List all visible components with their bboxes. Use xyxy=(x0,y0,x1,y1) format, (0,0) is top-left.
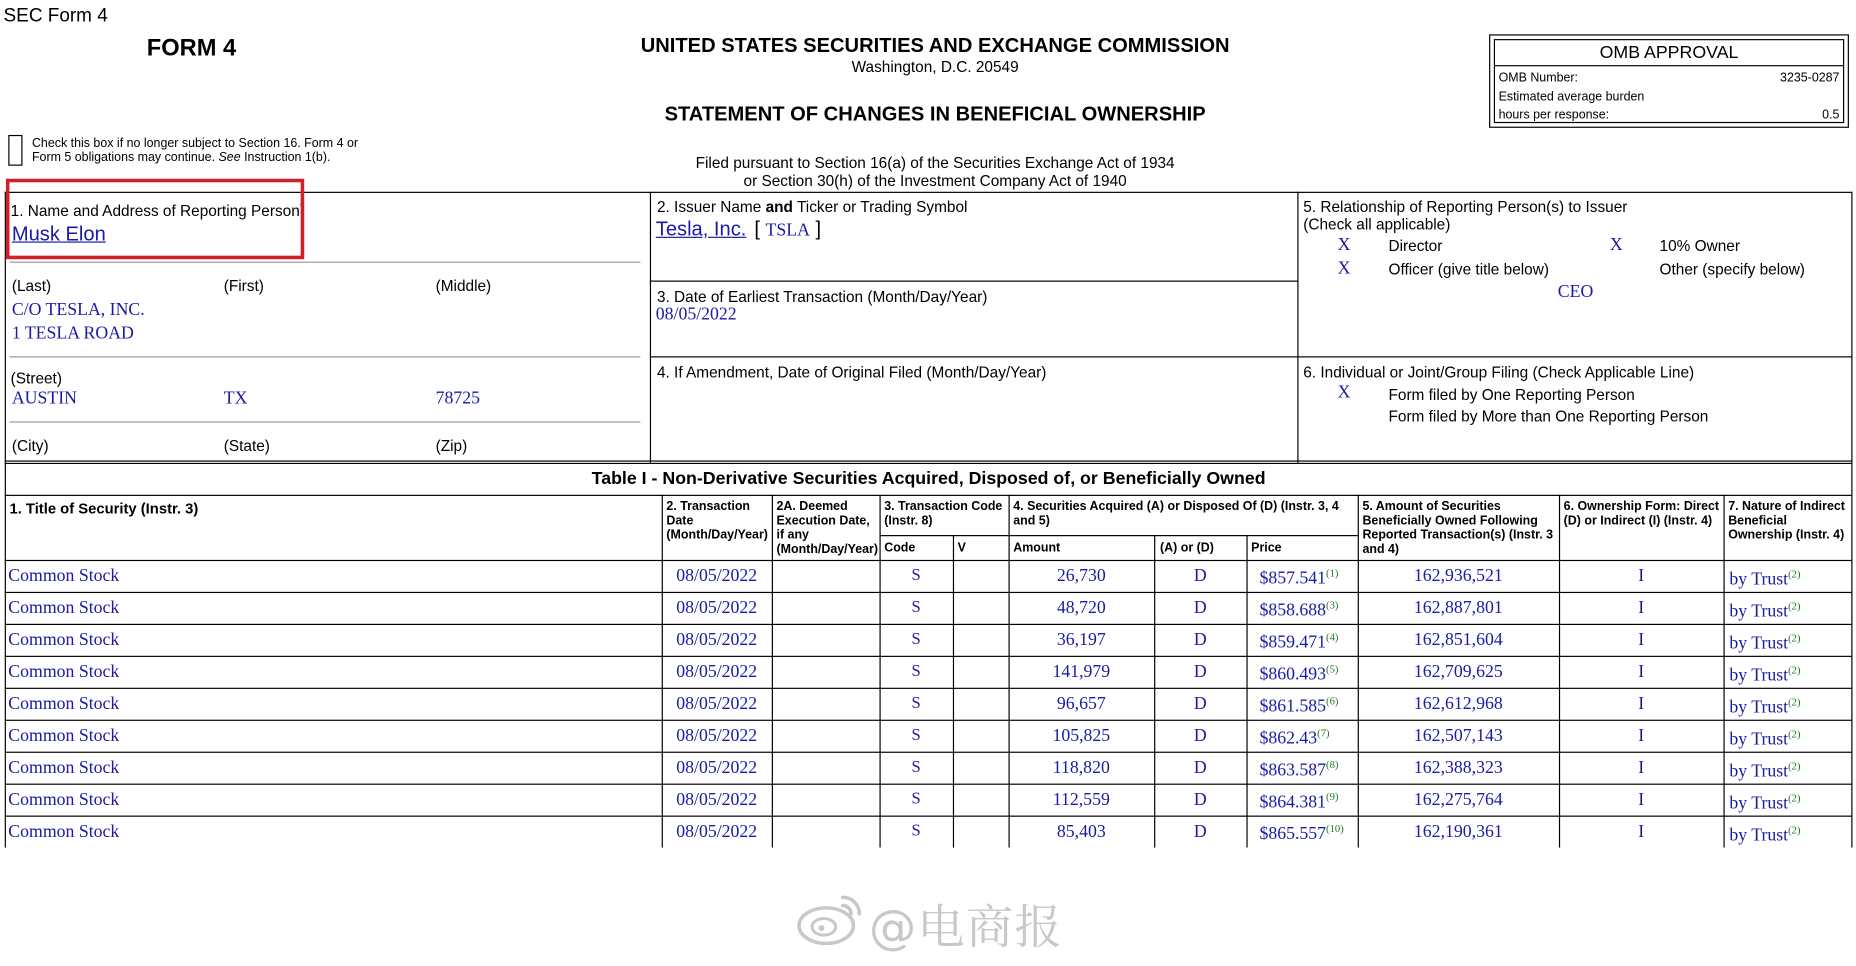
grid-right-border xyxy=(1851,192,1852,463)
cell-title: Common Stock xyxy=(8,630,120,650)
price-footnote-link[interactable]: (9) xyxy=(1326,790,1339,803)
cell-owned: 162,709,625 xyxy=(1413,662,1503,682)
section2-label xyxy=(657,198,967,216)
col3-code-header: Code xyxy=(884,540,916,556)
first-label: (First) xyxy=(223,276,264,295)
last-label: (Last) xyxy=(11,276,52,295)
city-value: AUSTIN xyxy=(11,389,77,409)
cell-amount: 105,825 xyxy=(1052,726,1111,746)
checkbox-text-b: Instruction 1(b). xyxy=(244,150,331,165)
col6-header: 6. Ownership Form: Direct (D) or Indirect (I) (Instr. 4) xyxy=(1563,499,1720,528)
omb-hours-value: 0.5 xyxy=(1822,107,1840,122)
price-footnote-link[interactable]: (7) xyxy=(1317,726,1330,739)
cell-title: Common Stock xyxy=(8,758,120,778)
one-person-mark[interactable]: X xyxy=(1337,383,1351,403)
nature-value: by Trust xyxy=(1729,730,1789,750)
section2-label-a: 2. Issuer Name xyxy=(656,197,762,216)
cell-owned: 162,936,521 xyxy=(1413,566,1503,586)
table-row xyxy=(0,817,1856,849)
price-value: $858.688 xyxy=(1259,601,1327,621)
col4-price-header: Price xyxy=(1251,540,1282,556)
nature-footnote-link[interactable]: (2) xyxy=(1788,727,1801,740)
ten-pct-owner-mark[interactable]: X xyxy=(1609,235,1623,255)
cell-nature xyxy=(1729,792,1800,814)
section16-checkbox-label xyxy=(32,136,358,164)
state-value: TX xyxy=(223,389,248,409)
price-footnote-link[interactable]: (3) xyxy=(1326,598,1339,611)
cell-date: 08/05/2022 xyxy=(676,566,758,586)
grid-col-divider-1 xyxy=(650,192,651,463)
cell-date: 08/05/2022 xyxy=(676,726,758,746)
middle-label: (Middle) xyxy=(435,276,492,295)
section5-label-line2: (Check all applicable) xyxy=(1303,215,1451,234)
cell-ad: D xyxy=(1193,790,1207,810)
cell-form: I xyxy=(1638,822,1645,842)
section1-underline-city xyxy=(9,421,640,422)
cell-amount: 118,820 xyxy=(1052,758,1110,778)
form-label: SEC Form 4 xyxy=(3,5,108,27)
cell-owned: 162,388,323 xyxy=(1413,758,1503,778)
nature-footnote-link[interactable]: (2) xyxy=(1788,568,1801,581)
cell-price xyxy=(1259,791,1338,813)
col2-header: 2. Transaction Date (Month/Day/Year) xyxy=(666,499,768,543)
table-row xyxy=(0,689,1856,721)
address-line2: 1 TESLA ROAD xyxy=(11,324,134,344)
section1-label-text: 1. Name and Address of Reporting Person xyxy=(10,201,300,220)
cell-date: 08/05/2022 xyxy=(676,822,758,842)
nature-value: by Trust xyxy=(1729,666,1789,686)
section3-label: 3. Date of Earliest Transaction (Month/Day/Year) xyxy=(656,287,988,306)
officer-mark[interactable]: X xyxy=(1337,259,1351,279)
price-footnote-link[interactable]: (5) xyxy=(1326,662,1339,675)
ten-pct-owner-label: 10% Owner xyxy=(1659,236,1740,255)
section1-underline-street xyxy=(9,356,640,357)
cell-owned: 162,275,764 xyxy=(1413,790,1503,810)
price-footnote-link[interactable]: (1) xyxy=(1326,566,1339,579)
cell-title: Common Stock xyxy=(8,822,120,842)
cell-ad: D xyxy=(1193,566,1207,586)
director-mark[interactable]: X xyxy=(1337,235,1351,255)
issuer-line xyxy=(656,218,821,242)
bracket-close: ] xyxy=(815,217,822,241)
cell-nature xyxy=(1729,760,1800,782)
cell-price xyxy=(1259,823,1343,845)
omb-burden-label: Estimated average burden xyxy=(1498,89,1645,105)
subheader-line-amount xyxy=(1009,535,1358,536)
cell-amount: 85,403 xyxy=(1056,822,1106,842)
nature-value: by Trust xyxy=(1729,602,1789,622)
grid-row-divider-2-3 xyxy=(650,281,1299,282)
table-row xyxy=(0,753,1856,785)
cell-form: I xyxy=(1638,662,1645,682)
cell-date: 08/05/2022 xyxy=(676,790,758,810)
cell-ad: D xyxy=(1193,598,1207,618)
price-value: $862.43 xyxy=(1259,729,1318,749)
cell-title: Common Stock xyxy=(8,662,120,682)
cell-code: S xyxy=(911,630,921,649)
city-label: (City) xyxy=(11,436,49,455)
filed-line2: or Section 30(h) of the Investment Company Act of 1940 xyxy=(743,171,1127,190)
price-footnote-link[interactable]: (4) xyxy=(1326,630,1339,643)
cell-form: I xyxy=(1638,598,1645,618)
cell-title: Common Stock xyxy=(8,790,120,810)
officer-title: CEO xyxy=(1557,282,1594,302)
nature-footnote-link[interactable]: (2) xyxy=(1788,791,1801,804)
cell-code: S xyxy=(911,598,921,617)
subheader-line-code xyxy=(879,535,1008,536)
price-value: $865.557 xyxy=(1259,825,1327,844)
cell-ad: D xyxy=(1193,726,1207,746)
col3-header: 3. Transaction Code (Instr. 8) xyxy=(884,499,1003,528)
section5-label-line1: 5. Relationship of Reporting Person(s) to Issuer xyxy=(1303,197,1628,216)
one-person-label: Form filed by One Reporting Person xyxy=(1388,385,1635,404)
nature-value: by Trust xyxy=(1729,826,1789,846)
section1-underline-name xyxy=(9,262,640,263)
cell-code: S xyxy=(911,790,921,809)
cell-ad: D xyxy=(1193,822,1207,842)
col3-v-header: V xyxy=(957,540,966,556)
statement-title: STATEMENT OF CHANGES IN BENEFICIAL OWNERSHIP xyxy=(664,102,1206,126)
state-label: (State) xyxy=(223,436,270,455)
nature-value: by Trust xyxy=(1729,762,1789,782)
col4-ad-header: (A) or (D) xyxy=(1160,540,1214,556)
cell-form: I xyxy=(1638,758,1645,778)
cell-ad: D xyxy=(1193,630,1207,650)
cell-price xyxy=(1259,631,1338,653)
section5-label xyxy=(1303,198,1627,234)
zip-value: 78725 xyxy=(435,389,480,409)
col4-header: 4. Securities Acquired (A) or Disposed Of (D) (Instr. 3, 4 and 5) xyxy=(1013,499,1339,528)
omb-number-value: 3235-0287 xyxy=(1780,71,1840,86)
section16-checkbox[interactable] xyxy=(8,135,22,166)
cell-price xyxy=(1259,727,1329,749)
checkbox-text-line1: Check this box if no longer subject to Section 16. Form 4 or xyxy=(31,136,359,151)
bracket-open: [ xyxy=(754,217,760,241)
section4-label: 4. If Amendment, Date of Original Filed (Month/Day/Year) xyxy=(656,363,1047,382)
cell-amount: 112,559 xyxy=(1052,790,1110,810)
table-header-top xyxy=(5,495,1853,496)
cell-nature xyxy=(1729,824,1800,846)
cell-price xyxy=(1259,759,1338,781)
cell-title: Common Stock xyxy=(8,566,120,586)
grid-col-divider-2 xyxy=(1297,192,1298,463)
grid-row-divider-3-4 xyxy=(650,356,1853,357)
col7-header: 7. Nature of Indirect Beneficial Ownership (Instr. 4) xyxy=(1728,499,1845,543)
price-value: $861.585 xyxy=(1259,697,1327,717)
cell-form: I xyxy=(1638,790,1645,810)
section2-label-and: and xyxy=(765,197,793,216)
checkbox-text-line2 xyxy=(32,150,358,164)
cell-owned: 162,507,143 xyxy=(1413,726,1503,746)
table-row xyxy=(0,625,1856,657)
omb-divider xyxy=(1495,65,1843,66)
cell-price xyxy=(1259,695,1338,717)
price-value: $859.471 xyxy=(1259,633,1327,653)
nature-footnote-link[interactable]: (2) xyxy=(1788,696,1801,708)
nature-value: by Trust xyxy=(1729,634,1789,654)
nature-footnote-link[interactable]: (2) xyxy=(1788,600,1801,612)
cell-owned: 162,851,604 xyxy=(1413,630,1503,650)
cell-code: S xyxy=(911,566,921,585)
table-row xyxy=(0,785,1856,817)
cell-price xyxy=(1259,663,1338,685)
cell-price xyxy=(1259,599,1338,621)
omb-inner-box xyxy=(1494,39,1844,123)
earliest-transaction-date: 08/05/2022 xyxy=(655,305,737,325)
table-row xyxy=(0,721,1856,753)
cell-nature xyxy=(1729,568,1800,590)
highlight-box xyxy=(6,179,304,259)
table-row xyxy=(0,561,1856,593)
form-title: FORM 4 xyxy=(146,35,237,62)
cell-nature xyxy=(1729,696,1800,718)
filed-line1: Filed pursuant to Section 16(a) of the Securities Exchange Act of 1934 xyxy=(695,153,1175,172)
cell-nature xyxy=(1729,632,1800,654)
cell-owned: 162,887,801 xyxy=(1413,598,1503,618)
watermark-text: @电商报 xyxy=(868,900,1063,956)
price-footnote-link[interactable]: (10) xyxy=(1326,822,1344,835)
cell-title: Common Stock xyxy=(8,598,120,618)
cell-form: I xyxy=(1638,726,1645,746)
omb-number-label: OMB Number: xyxy=(1498,71,1579,86)
omb-title: OMB APPROVAL xyxy=(1599,42,1739,63)
director-label: Director xyxy=(1388,236,1443,255)
omb-hours-label: hours per response: xyxy=(1498,107,1610,122)
cell-date: 08/05/2022 xyxy=(676,662,758,682)
cell-ad: D xyxy=(1193,758,1207,778)
issuer-name-link[interactable]: Tesla, Inc. xyxy=(655,217,747,241)
price-value: $857.541 xyxy=(1259,569,1327,589)
cell-date: 08/05/2022 xyxy=(676,630,758,650)
cell-ad: D xyxy=(1193,662,1207,682)
nature-footnote-link[interactable]: (2) xyxy=(1788,759,1801,772)
col5-header: 5. Amount of Securities Beneficially Owned Following Reported Transaction(s) (Instr. 3 and 4) xyxy=(1362,499,1554,557)
section1-asterisk: * xyxy=(299,201,304,212)
filed-pursuant xyxy=(568,154,1302,190)
nature-footnote-link[interactable]: (2) xyxy=(1788,664,1801,676)
section2-label-b: Ticker or Trading Symbol xyxy=(796,197,968,216)
col4-amount-header: Amount xyxy=(1013,540,1061,556)
agency-location: Washington, D.C. 20549 xyxy=(851,58,1019,76)
cell-form: I xyxy=(1638,630,1645,650)
cell-nature xyxy=(1729,728,1800,750)
cell-code: S xyxy=(911,758,921,777)
nature-value: by Trust xyxy=(1729,698,1789,718)
table-row xyxy=(0,593,1856,625)
other-label: Other (specify below) xyxy=(1659,260,1805,279)
table-top-border xyxy=(5,463,1853,464)
cell-price xyxy=(1259,567,1338,589)
cell-owned: 162,190,361 xyxy=(1413,822,1503,842)
cell-ad: D xyxy=(1193,694,1207,714)
zip-label: (Zip) xyxy=(435,436,468,455)
cell-nature xyxy=(1729,664,1800,686)
cell-amount: 141,979 xyxy=(1052,662,1111,682)
checkbox-text-see: See xyxy=(218,150,241,165)
checkbox-text-a: Form 5 obligations may continue. xyxy=(31,150,216,165)
cell-amount: 26,730 xyxy=(1056,566,1106,586)
col1-header: 1. Title of Security (Instr. 3) xyxy=(9,500,199,518)
cell-code: S xyxy=(911,662,921,681)
cell-amount: 48,720 xyxy=(1056,598,1106,618)
price-value: $864.381 xyxy=(1259,793,1327,813)
price-footnote-link[interactable]: (8) xyxy=(1326,758,1339,771)
table-title: Table I - Non-Derivative Securities Acquired, Disposed of, or Beneficially Owned xyxy=(591,468,1266,489)
cell-title: Common Stock xyxy=(8,694,120,714)
agency-name: UNITED STATES SECURITIES AND EXCHANGE COMMISSION xyxy=(640,34,1230,57)
price-value: $860.493 xyxy=(1259,665,1327,685)
cell-date: 08/05/2022 xyxy=(676,598,758,618)
street-label: (Street) xyxy=(10,369,62,388)
omb-approval-box xyxy=(1489,34,1849,128)
cell-amount: 96,657 xyxy=(1056,694,1106,714)
cell-form: I xyxy=(1638,694,1645,714)
weibo-logo-icon xyxy=(795,890,864,953)
cell-code: S xyxy=(911,694,921,713)
reporting-person-name-link[interactable]: Musk Elon xyxy=(11,222,106,246)
cell-form: I xyxy=(1638,566,1645,586)
ticker-symbol: TSLA xyxy=(765,221,810,241)
cell-title: Common Stock xyxy=(8,726,120,746)
cell-date: 08/05/2022 xyxy=(676,758,758,778)
section6-label: 6. Individual or Joint/Group Filing (Check Applicable Line) xyxy=(1303,363,1695,382)
cell-nature xyxy=(1729,600,1800,622)
address-line1: C/O TESLA, INC. xyxy=(11,300,145,320)
nature-footnote-link[interactable]: (2) xyxy=(1788,823,1801,836)
officer-label: Officer (give title below) xyxy=(1388,260,1549,279)
cell-code: S xyxy=(911,822,921,841)
cell-date: 08/05/2022 xyxy=(676,694,758,714)
price-footnote-link[interactable]: (6) xyxy=(1326,694,1339,707)
nature-footnote-link[interactable]: (2) xyxy=(1788,632,1801,644)
table-row xyxy=(0,657,1856,689)
grid-bottom-border xyxy=(5,460,1853,461)
cell-owned: 162,612,968 xyxy=(1413,694,1503,714)
nature-value: by Trust xyxy=(1729,794,1789,814)
nature-value: by Trust xyxy=(1729,570,1789,590)
cell-code: S xyxy=(911,726,921,745)
more-person-label: Form filed by More than One Reporting Person xyxy=(1388,407,1709,425)
cell-amount: 36,197 xyxy=(1056,630,1106,650)
price-value: $863.587 xyxy=(1259,761,1327,781)
col2a-header: 2A. Deemed Execution Date, if any (Month/Day/Year) xyxy=(776,499,879,557)
